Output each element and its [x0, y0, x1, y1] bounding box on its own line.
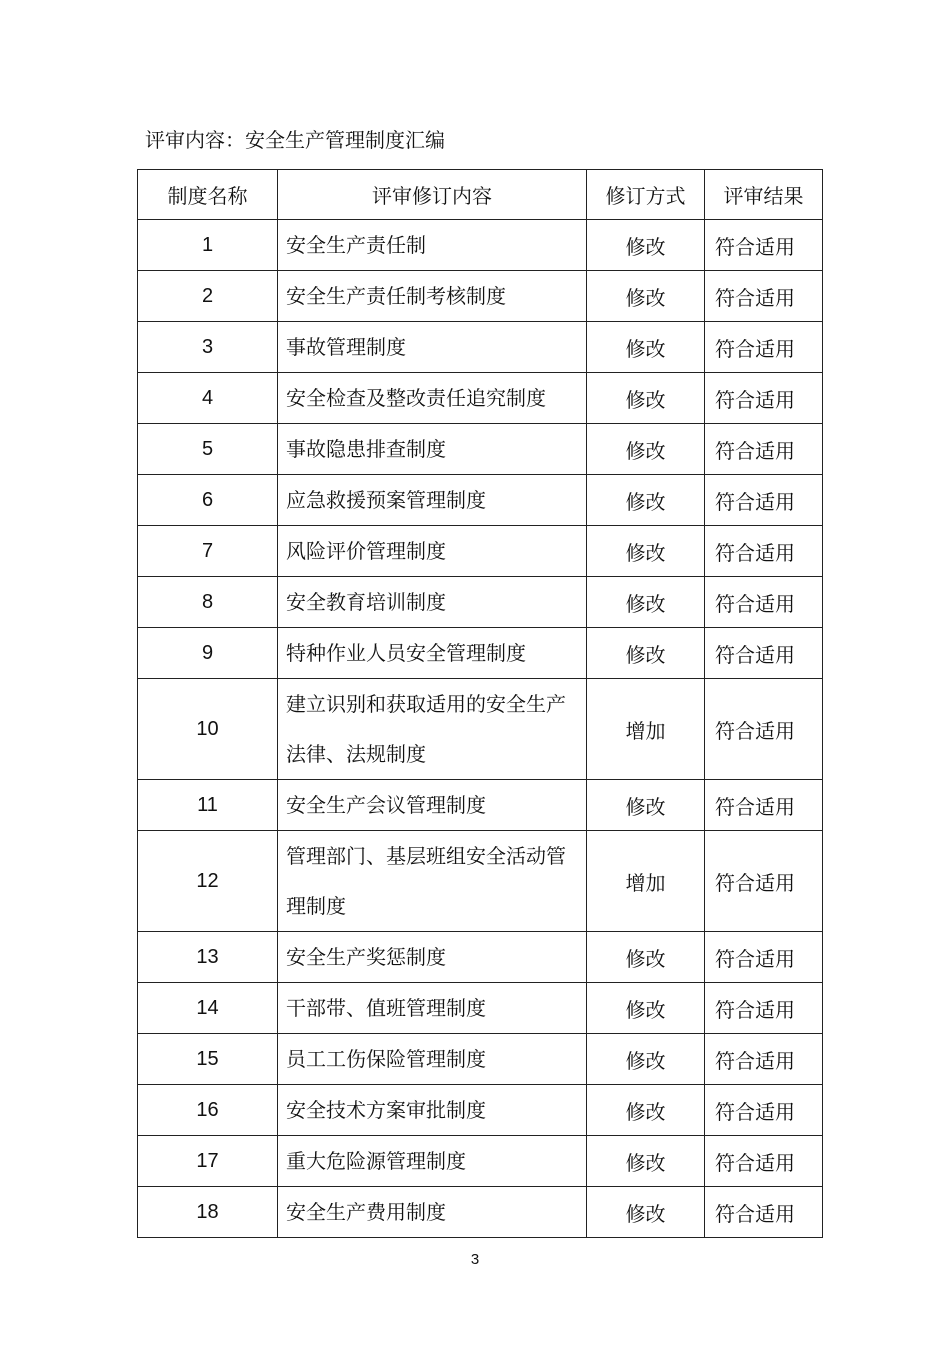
- row-result: 符合适用: [705, 780, 823, 831]
- table-row: [138, 373, 823, 424]
- row-method: 修改: [587, 424, 705, 475]
- row-number: 7: [138, 526, 278, 577]
- row-result: 符合适用: [705, 424, 823, 475]
- header-method: 修订方式: [587, 170, 705, 220]
- row-content: 事故管理制度: [278, 322, 587, 373]
- table-row: [138, 780, 823, 831]
- row-method: 修改: [587, 780, 705, 831]
- row-number: 18: [138, 1187, 278, 1238]
- row-content: 安全技术方案审批制度: [278, 1085, 587, 1136]
- review-table: [137, 169, 823, 1238]
- row-content: 重大危险源管理制度: [278, 1136, 587, 1187]
- row-result: 符合适用: [705, 679, 823, 780]
- row-method: 修改: [587, 220, 705, 271]
- row-content: 事故隐患排查制度: [278, 424, 587, 475]
- table-row: [138, 932, 823, 983]
- table-row: [138, 271, 823, 322]
- row-content: 干部带、值班管理制度: [278, 983, 587, 1034]
- table-row: [138, 475, 823, 526]
- row-result: 符合适用: [705, 322, 823, 373]
- row-number: 3: [138, 322, 278, 373]
- table-row: [138, 322, 823, 373]
- table-row: [138, 679, 823, 780]
- row-result: 符合适用: [705, 271, 823, 322]
- table-row: [138, 983, 823, 1034]
- row-content: 安全生产责任制考核制度: [278, 271, 587, 322]
- row-content: 安全生产费用制度: [278, 1187, 587, 1238]
- row-method: 修改: [587, 271, 705, 322]
- row-result: 符合适用: [705, 373, 823, 424]
- row-number: 2: [138, 271, 278, 322]
- row-method: 修改: [587, 1136, 705, 1187]
- table-row: [138, 1034, 823, 1085]
- row-content: 员工工伤保险管理制度: [278, 1034, 587, 1085]
- row-method: 修改: [587, 1085, 705, 1136]
- table-row: [138, 628, 823, 679]
- table-header-row: [138, 170, 823, 220]
- row-content: 建立识别和获取适用的安全生产法律、法规制度: [278, 679, 587, 780]
- row-method: 修改: [587, 577, 705, 628]
- header-result: 评审结果: [705, 170, 823, 220]
- row-content: 风险评价管理制度: [278, 526, 587, 577]
- row-number: 14: [138, 983, 278, 1034]
- row-content: 安全生产责任制: [278, 220, 587, 271]
- row-number: 15: [138, 1034, 278, 1085]
- row-number: 5: [138, 424, 278, 475]
- table-row: [138, 424, 823, 475]
- row-number: 6: [138, 475, 278, 526]
- row-result: 符合适用: [705, 1136, 823, 1187]
- row-method: 修改: [587, 373, 705, 424]
- table-row: [138, 526, 823, 577]
- row-result: 符合适用: [705, 932, 823, 983]
- row-content: 安全生产奖惩制度: [278, 932, 587, 983]
- row-method: 增加: [587, 679, 705, 780]
- row-number: 9: [138, 628, 278, 679]
- row-result: 符合适用: [705, 1187, 823, 1238]
- row-result: 符合适用: [705, 577, 823, 628]
- row-method: 修改: [587, 1034, 705, 1085]
- table-row: [138, 1085, 823, 1136]
- row-result: 符合适用: [705, 983, 823, 1034]
- row-method: 修改: [587, 1187, 705, 1238]
- row-method: 修改: [587, 475, 705, 526]
- row-number: 10: [138, 679, 278, 780]
- row-number: 12: [138, 831, 278, 932]
- row-method: 增加: [587, 831, 705, 932]
- table-row: [138, 577, 823, 628]
- row-content: 安全检查及整改责任追究制度: [278, 373, 587, 424]
- row-content: 安全教育培训制度: [278, 577, 587, 628]
- row-number: 11: [138, 780, 278, 831]
- row-result: 符合适用: [705, 526, 823, 577]
- table-row: [138, 1136, 823, 1187]
- row-method: 修改: [587, 628, 705, 679]
- row-result: 符合适用: [705, 475, 823, 526]
- row-method: 修改: [587, 932, 705, 983]
- table-row: [138, 1187, 823, 1238]
- table-row: [138, 831, 823, 932]
- row-content: 管理部门、基层班组安全活动管理制度: [278, 831, 587, 932]
- row-content: 特种作业人员安全管理制度: [278, 628, 587, 679]
- row-number: 1: [138, 220, 278, 271]
- row-result: 符合适用: [705, 1085, 823, 1136]
- row-content: 应急救援预案管理制度: [278, 475, 587, 526]
- row-number: 4: [138, 373, 278, 424]
- row-method: 修改: [587, 526, 705, 577]
- row-number: 16: [138, 1085, 278, 1136]
- row-result: 符合适用: [705, 628, 823, 679]
- row-number: 13: [138, 932, 278, 983]
- header-name: 制度名称: [138, 170, 278, 220]
- header-content: 评审修订内容: [278, 170, 587, 220]
- row-method: 修改: [587, 322, 705, 373]
- row-number: 8: [138, 577, 278, 628]
- page-number: 3: [470, 1251, 480, 1268]
- row-method: 修改: [587, 983, 705, 1034]
- row-number: 17: [138, 1136, 278, 1187]
- row-result: 符合适用: [705, 220, 823, 271]
- row-content: 安全生产会议管理制度: [278, 780, 587, 831]
- row-result: 符合适用: [705, 831, 823, 932]
- table-row: [138, 220, 823, 271]
- page-heading: 评审内容：安全生产管理制度汇编: [145, 128, 445, 152]
- row-result: 符合适用: [705, 1034, 823, 1085]
